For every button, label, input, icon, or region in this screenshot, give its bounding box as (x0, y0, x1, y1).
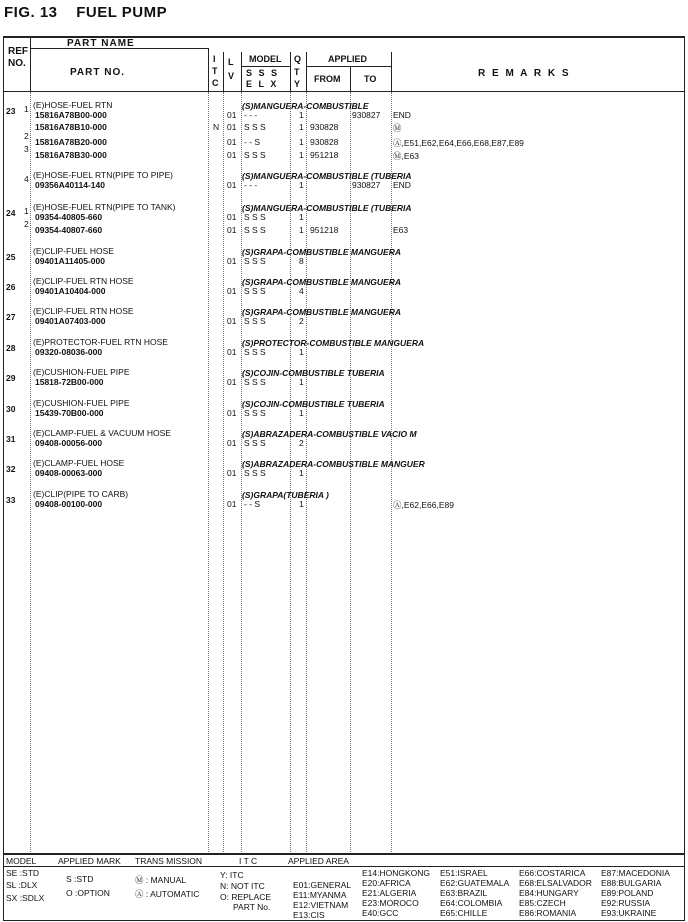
model-applicability: S S S (244, 377, 266, 387)
legend-model-title: MODEL (6, 856, 37, 866)
model-applicability: S S S (244, 347, 266, 357)
remarks: Ⓐ,E62,E66,E89 (393, 500, 454, 510)
part-number: 09401A11405-000 (35, 256, 105, 266)
remarks: Ⓜ (393, 123, 402, 133)
quantity: 8 (299, 256, 304, 266)
lv-code: 01 (227, 408, 237, 418)
legend-area-item: E23:MOROCO (362, 898, 419, 908)
part-number: 15439-70B00-000 (35, 408, 104, 418)
ref-no: 32 (6, 464, 16, 474)
model-header: MODEL (249, 54, 282, 64)
applied-to: 930827 (352, 180, 381, 190)
model-applicability: S S S (244, 212, 266, 222)
lv-code: 01 (227, 347, 237, 357)
spanish-name: (S)GRAPA-COMBUSTIBLE MANGUERA (242, 277, 401, 287)
part-name: (E)CLAMP-FUEL HOSE (33, 458, 125, 468)
lv-code: 01 (227, 180, 237, 190)
no-header: NO. (8, 58, 26, 69)
remarks: Ⓐ,E51,E62,E64,E66,E68,E87,E89 (393, 138, 524, 148)
legend-itc-o: O: REPLACE (220, 892, 272, 902)
qty-header-y: Y (294, 79, 301, 89)
qty-header-q: Q (294, 54, 302, 64)
quantity: 2 (299, 438, 304, 448)
part-number: 15816A78B30-000 (35, 150, 107, 160)
part-name: (E)HOSE-FUEL RTN(PIPE TO PIPE) (33, 170, 173, 180)
lv-code: 01 (227, 499, 237, 509)
legend-area-item: E66:COSTARICA (519, 868, 586, 878)
quantity: 1 (299, 150, 304, 160)
itc-flag: N (213, 122, 220, 132)
lv-code: 01 (227, 286, 237, 296)
ref-no: 29 (6, 373, 16, 383)
ref-no: 24 (6, 208, 16, 218)
legend-area-item: E12:VIETNAM (293, 900, 349, 910)
spanish-name: (S)MANGUERA-COMBUSTIBLE (TUBERIA (242, 203, 412, 213)
applied-to: 930827 (352, 110, 381, 120)
spanish-name: (S)PROTECTOR-COMBUSTIBLE MANGUERA (242, 338, 425, 348)
part-name: (E)CLIP(PIPE TO CARB) (33, 489, 129, 499)
spanish-name: (S)COJIN-COMBUSTIBLE TUBERIA (242, 399, 385, 409)
spanish-name: (S)COJIN-COMBUSTIBLE TUBERIA (242, 368, 385, 378)
quantity: 1 (299, 468, 304, 478)
legend-area-item: E85:CZECH (519, 898, 566, 908)
lv-code: 01 (227, 225, 237, 235)
spanish-name: (S)ABRAZADERA-COMBUSTIBLE MANGUER (242, 459, 425, 469)
legend-area-item: E93:UKRAINE (601, 908, 657, 918)
part-number: 09401A10404-000 (35, 286, 106, 296)
spanish-name: (S)MANGUERA-COMBUSTIBLE (242, 101, 369, 111)
quantity: 1 (299, 137, 304, 147)
lv-header-l: L (228, 57, 234, 67)
legend-itc-y: Y: ITC (220, 870, 244, 880)
legend-area-item: E92:RUSSIA (601, 898, 651, 908)
model-applicability: S S S (244, 225, 266, 235)
part-name: (E)PROTECTOR-FUEL RTN HOSE (33, 337, 168, 347)
legend-area-item: E51:ISRAEL (440, 868, 488, 878)
ref-no: 31 (6, 434, 16, 444)
part-number: 15816A78B10-000 (35, 122, 107, 132)
part-number: 09408-00056-000 (35, 438, 103, 448)
part-name: (E)CLIP-FUEL RTN HOSE (33, 276, 134, 286)
lv-code: 01 (227, 316, 237, 326)
part-name: (E)HOSE-FUEL RTN (33, 100, 113, 110)
ref-sub: 1 (24, 206, 29, 216)
figure-name: FUEL PUMP (76, 4, 168, 21)
legend-area-item: E64:COLOMBIA (440, 898, 503, 908)
part-number: 15816A78B20-000 (35, 137, 107, 147)
legend-itc-n: N: NOT ITC (220, 881, 265, 891)
ref-sub: 4 (24, 174, 29, 184)
applied-from: 930828 (310, 122, 339, 132)
applied-from: 930828 (310, 137, 339, 147)
part-name: (E)CUSHION-FUEL PIPE (33, 367, 130, 377)
legend-area-item: E65:CHILLE (440, 908, 488, 918)
applied-from: 951218 (310, 225, 339, 235)
quantity: 1 (299, 110, 304, 120)
to-header: TO (364, 74, 377, 84)
remarks-header: R E M A R K S (478, 68, 571, 79)
legend-area-item: E21:ALGERIA (362, 888, 417, 898)
lv-code: 01 (227, 122, 237, 132)
ref-no: 33 (6, 495, 16, 505)
spanish-name: (S)GRAPA-COMBUSTIBLE MANGUERA (242, 247, 401, 257)
lv-header-v: V (228, 71, 235, 81)
legend-area-item: E87:MACEDONIA (601, 868, 670, 878)
legend-area-item: E62:GUATEMALA (440, 878, 510, 888)
part-number: 09408-00100-000 (35, 499, 103, 509)
quantity: 1 (299, 225, 304, 235)
ref-sub: 2 (24, 219, 29, 229)
quantity: 2 (299, 316, 304, 326)
legend-area-item: E20:AFRICA (362, 878, 411, 888)
legend-area-title: APPLIED AREA (288, 856, 349, 866)
legend-trans-manual: Ⓜ : MANUAL (135, 875, 187, 885)
legend-area-item: E84:HUNGARY (519, 888, 579, 898)
part-number: 09401A07403-000 (35, 316, 106, 326)
ref-no: 30 (6, 404, 16, 414)
model-row2: E L X (246, 79, 279, 89)
model-row1: S S S (246, 68, 280, 78)
model-applicability: S S S (244, 122, 266, 132)
lv-code: 01 (227, 377, 237, 387)
legend-area-item: E86:ROMANIA (519, 908, 577, 918)
legend-itc-partno: PART No. (233, 902, 271, 912)
ref-no: 26 (6, 282, 16, 292)
model-applicability: S S S (244, 438, 266, 448)
remarks: END (393, 180, 411, 190)
quantity: 1 (299, 347, 304, 357)
legend-trans-title: TRANS MISSION (135, 856, 203, 866)
model-applicability: S S S (244, 256, 266, 266)
legend-area-item: E88:BULGARIA (601, 878, 662, 888)
legend-area-item: E13:CIS (293, 910, 325, 920)
model-applicability: - - S (244, 137, 261, 147)
figure-label: FIG. 13 (4, 4, 58, 21)
ref-no: 23 (6, 106, 16, 116)
remarks: Ⓜ,E63 (393, 151, 419, 161)
legend-area-item: E14:HONGKONG (362, 868, 431, 878)
model-applicability: S S S (244, 316, 266, 326)
lv-code: 01 (227, 137, 237, 147)
legend-area-item: E40:GCC (362, 908, 399, 918)
ref-no: 27 (6, 312, 16, 322)
part-name: (E)CLIP-FUEL HOSE (33, 246, 114, 256)
part-number: 09356A40114-140 (35, 180, 105, 190)
part-number: 09408-00063-000 (35, 468, 103, 478)
itc-header-c: C (212, 78, 219, 88)
ref-sub: 3 (24, 144, 29, 154)
ref-no: 25 (6, 252, 16, 262)
spanish-name: (S)GRAPA-COMBUSTIBLE MANGUERA (242, 307, 401, 317)
part-number: 15816A78B00-000 (35, 110, 107, 120)
part-name: (E)CLAMP-FUEL & VACUUM HOSE (33, 428, 171, 438)
legend-mark-std: S :STD (66, 874, 94, 884)
spanish-name: (S)GRAPA(TUBERIA ) (242, 490, 329, 500)
model-applicability: - - - (244, 180, 258, 190)
legend-mark-option: O :OPTION (66, 888, 110, 898)
itc-header-i: I (213, 54, 216, 64)
legend-trans-automatic: Ⓐ : AUTOMATIC (135, 889, 200, 899)
part-name: (E)CLIP-FUEL RTN HOSE (33, 306, 134, 316)
lv-code: 01 (227, 150, 237, 160)
applied-from: 951218 (310, 150, 339, 160)
lv-code: 01 (227, 110, 237, 120)
lv-code: 01 (227, 438, 237, 448)
model-applicability: S S S (244, 408, 266, 418)
remarks: E63 (393, 225, 409, 235)
model-applicability: - - S (244, 499, 261, 509)
legend-model-sl: SL :DLX (6, 880, 38, 890)
quantity: 1 (299, 212, 304, 222)
legend-area-item: E11:MYANMA (293, 890, 347, 900)
lv-code: 01 (227, 468, 237, 478)
legend-model-sx: SX :SDLX (6, 893, 45, 903)
part-number: 15818-72B00-000 (35, 377, 104, 387)
applied-header: APPLIED (328, 54, 368, 64)
lv-code: 01 (227, 256, 237, 266)
quantity: 1 (299, 180, 304, 190)
model-applicability: - - - (244, 110, 258, 120)
ref-no: 28 (6, 343, 16, 353)
part-name: (E)CUSHION-FUEL PIPE (33, 398, 130, 408)
part-name-header: PART NAME (67, 38, 135, 49)
legend-area-item: E63:BRAZIL (440, 888, 488, 898)
quantity: 1 (299, 408, 304, 418)
legend-applied-mark-title: APPLIED MARK (58, 856, 121, 866)
legend-area-item: E68:ELSALVADOR (519, 878, 592, 888)
part-number: 09354-40807-660 (35, 225, 103, 235)
part-name: (E)HOSE-FUEL RTN(PIPE TO TANK) (33, 202, 176, 212)
part-no-header: PART NO. (70, 67, 126, 78)
itc-header-t: T (212, 66, 218, 76)
quantity: 1 (299, 499, 304, 509)
model-applicability: S S S (244, 468, 266, 478)
figure-title (4, 4, 167, 21)
quantity: 1 (299, 377, 304, 387)
ref-sub: 1 (24, 104, 29, 114)
ref-header: REF (8, 46, 28, 57)
ref-sub: 2 (24, 131, 29, 141)
part-number: 09354-40805-660 (35, 212, 103, 222)
quantity: 4 (299, 286, 304, 296)
quantity: 1 (299, 122, 304, 132)
legend-model-se: SE :STD (6, 868, 40, 878)
remarks: END (393, 110, 411, 120)
from-header: FROM (314, 74, 341, 84)
lv-code: 01 (227, 212, 237, 222)
legend-itc-title: I T C (239, 856, 258, 866)
model-applicability: S S S (244, 286, 266, 296)
legend-area-item: E89:POLAND (601, 888, 654, 898)
qty-header-t: T (294, 67, 300, 77)
spanish-name: (S)MANGUERA-COMBUSTIBLE (TUBERIA (242, 171, 412, 181)
spanish-name: (S)ABRAZADERA-COMBUSTIBLE VACIO M (242, 429, 417, 439)
part-number: 09320-08036-000 (35, 347, 103, 357)
legend-area-item: E01:GENERAL (293, 880, 352, 890)
model-applicability: S S S (244, 150, 266, 160)
